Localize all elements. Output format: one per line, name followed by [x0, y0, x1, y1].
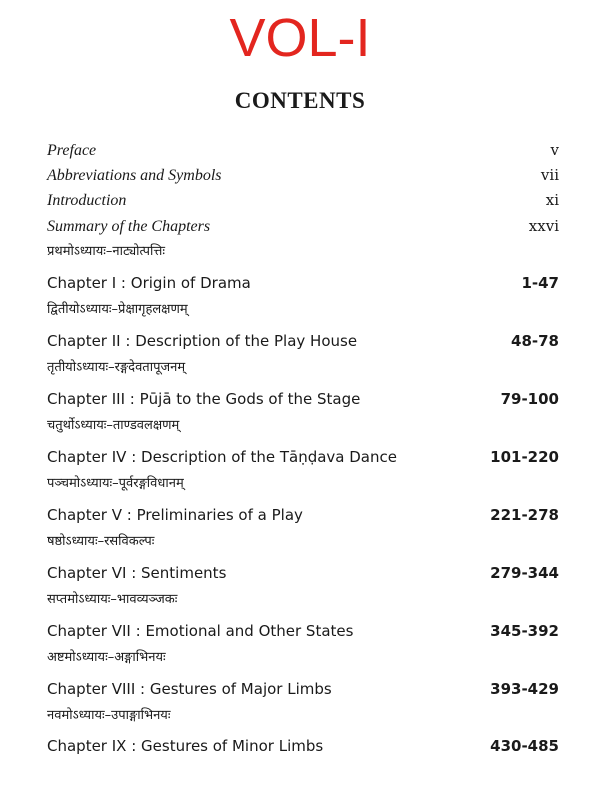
- toc-entry-preface: [47, 139, 559, 162]
- toc-entry-chapter: [47, 620, 559, 642]
- toc-entry-introduction: [47, 189, 559, 212]
- entry-title: Summary of the Chapters: [47, 218, 211, 235]
- chapter-name: Origin of Drama: [130, 274, 251, 292]
- chapter-sanskrit-title: चतुर्थोऽध्यायः–ताण्डवलक्षणम्: [47, 418, 180, 433]
- entry-title: Abbreviations and Symbols: [47, 167, 222, 184]
- chapter-pages: 345-392: [490, 622, 559, 640]
- chapter-number: Chapter IX :: [47, 737, 137, 755]
- chapter-pages: 430-485: [490, 737, 559, 755]
- chapter-name: Preliminaries of a Play: [136, 506, 303, 524]
- chapter-title: [47, 446, 397, 468]
- chapter-pages: 101-220: [490, 448, 559, 466]
- chapter-pages: 48-78: [511, 332, 559, 350]
- chapter-sanskrit-title: अष्टमोऽध्यायः–अङ्गाभिनयः: [47, 650, 166, 665]
- chapter-number: Chapter II :: [47, 332, 131, 350]
- chapter-name: Description of the Play House: [135, 332, 358, 350]
- chapter-pages: 221-278: [490, 506, 559, 524]
- chapter-sanskrit-title: षष्ठोऽध्यायः–रसविकल्पः: [47, 534, 155, 549]
- chapter-number: Chapter VII :: [47, 622, 141, 640]
- chapter-pages: 393-429: [490, 680, 559, 698]
- toc-entry-chapter: [47, 504, 559, 526]
- chapter-number: Chapter IV :: [47, 448, 137, 466]
- toc-entry-summary: [47, 215, 559, 238]
- entry-page: v: [550, 141, 559, 159]
- toc-entry-chapter: [47, 562, 559, 584]
- chapter-sanskrit-title: तृतीयोऽध्यायः–रङ्गदेवतापूजनम्: [47, 360, 186, 375]
- chapter-name: Emotional and Other States: [145, 622, 354, 640]
- toc-entry-chapter: [47, 388, 559, 410]
- chapter-sanskrit-title: सप्तमोऽध्यायः–भावव्यञ्जकः: [47, 592, 178, 607]
- chapter-title: [47, 620, 353, 642]
- entry-title: Preface: [47, 142, 97, 159]
- toc-entry-chapter: [47, 735, 559, 757]
- chapter-title: [47, 272, 251, 294]
- chapter-title: [47, 388, 360, 410]
- chapter-sanskrit-title: नवमोऽध्यायः–उपाङ्गाभिनयः: [47, 708, 171, 723]
- chapter-name: Gestures of Major Limbs: [149, 680, 332, 698]
- chapter-title: [47, 330, 357, 352]
- chapter-name: Sentiments: [141, 564, 227, 582]
- chapter-title: [47, 735, 323, 757]
- toc-entry-chapter: [47, 330, 559, 352]
- entry-page: xxvi: [528, 217, 559, 235]
- chapter-title: [47, 678, 332, 700]
- chapter-number: Chapter V :: [47, 506, 132, 524]
- chapter-name: Gestures of Minor Limbs: [141, 737, 324, 755]
- chapter-sanskrit-title: द्वितीयोऽध्यायः–प्रेक्षागृहलक्षणम्: [47, 302, 188, 317]
- toc-entry-abbreviations: [47, 164, 559, 187]
- chapter-name: Description of the Tāṇḍava Dance: [141, 448, 397, 466]
- chapter-sanskrit-title: प्रथमोऽध्यायः–नाट्योत्पत्तिः: [47, 244, 166, 259]
- entry-title: Introduction: [47, 192, 127, 209]
- toc-entry-chapter: [47, 678, 559, 700]
- chapter-name: Pūjā to the Gods of the Stage: [139, 390, 361, 408]
- chapter-pages: 279-344: [490, 564, 559, 582]
- chapter-number: Chapter I :: [47, 274, 126, 292]
- contents-heading: CONTENTS: [234, 88, 366, 113]
- chapter-number: Chapter VI :: [47, 564, 137, 582]
- chapter-pages: 1-47: [521, 274, 559, 292]
- volume-label: VOL-I: [229, 8, 371, 68]
- chapter-title: [47, 504, 303, 526]
- toc-entry-chapter: [47, 446, 559, 468]
- entry-page: xi: [545, 191, 559, 209]
- toc-entry-chapter: [47, 272, 559, 294]
- chapter-number: Chapter III :: [47, 390, 135, 408]
- chapter-pages: 79-100: [500, 390, 559, 408]
- entry-page: vii: [540, 166, 559, 184]
- chapter-title: [47, 562, 226, 584]
- chapter-sanskrit-title: पञ्चमोऽध्यायः–पूर्वरङ्गविधानम्: [47, 476, 184, 491]
- chapter-number: Chapter VIII :: [47, 680, 146, 698]
